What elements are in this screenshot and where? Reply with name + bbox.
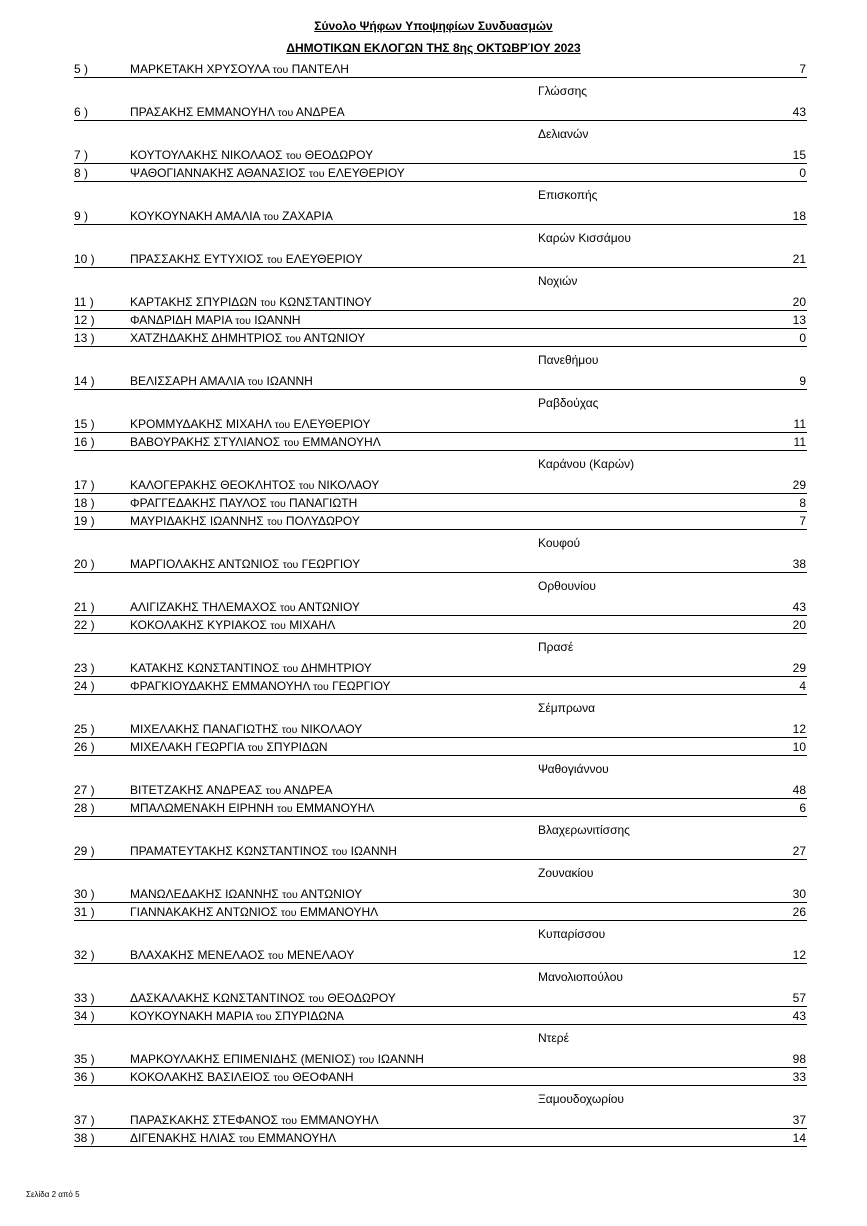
father-name: ΙΩΑΝΝΗ — [350, 844, 397, 858]
candidate-row — [74, 146, 807, 164]
patronymic-connector: του — [285, 150, 302, 162]
vote-count: 29 — [792, 478, 806, 492]
candidate-name — [130, 313, 301, 327]
vote-count: 33 — [792, 1070, 806, 1084]
candidate-row — [74, 329, 807, 347]
candidate-row — [74, 1111, 807, 1129]
candidate-row — [74, 311, 807, 329]
vote-count: 7 — [799, 62, 806, 76]
vote-count: 43 — [792, 600, 806, 614]
candidate-name — [130, 722, 362, 736]
vote-count: 57 — [792, 991, 806, 1005]
candidate-row — [74, 677, 807, 695]
vote-count: 48 — [792, 783, 806, 797]
candidate-number: 28 ) — [74, 801, 95, 815]
vote-count: 37 — [792, 1113, 806, 1127]
candidate-name — [130, 801, 374, 815]
village-heading: Κουφού — [538, 536, 581, 550]
candidate-number: 33 ) — [74, 991, 95, 1005]
patronymic-connector: του — [270, 498, 286, 510]
candidate-name — [130, 661, 372, 675]
vote-count: 12 — [792, 722, 806, 736]
father-name: ΙΩΑΝΝΗ — [377, 1052, 424, 1066]
candidate-row — [74, 946, 807, 964]
candidate-surname-given-name: ΠΡΑΜΑΤΕΥΤΑΚΗΣ ΚΩΝΣΤΑΝΤΙΝΟΣ — [130, 844, 329, 858]
patronymic-connector: του — [268, 950, 284, 962]
patronymic-connector: του — [266, 516, 283, 528]
candidate-name — [130, 514, 360, 528]
candidate-name — [130, 374, 313, 388]
candidate-name — [130, 1131, 336, 1145]
vote-count: 27 — [792, 844, 806, 858]
candidate-row — [74, 60, 807, 78]
candidate-row — [74, 512, 807, 530]
candidate-name — [130, 331, 365, 345]
vote-count: 0 — [799, 166, 806, 180]
candidate-row — [74, 1050, 807, 1068]
vote-count: 4 — [799, 679, 806, 693]
candidate-row — [74, 1068, 807, 1086]
father-name: ΝΙΚΟΛΑΟΥ — [317, 478, 380, 492]
village-heading: Μανολιοπούλου — [538, 970, 623, 984]
candidate-name — [130, 557, 360, 571]
father-name: ΜΕΝΕΛΑΟΥ — [286, 948, 355, 962]
candidate-name — [130, 148, 373, 162]
candidate-name — [130, 295, 372, 309]
father-name: ΓΕΩΡΓΙΟΥ — [301, 557, 361, 571]
father-name: ΚΩΝΣΤΑΝΤΙΝΟΥ — [279, 295, 372, 309]
vote-count: 38 — [792, 557, 806, 571]
candidate-surname-given-name: ΚΟΚΟΛΑΚΗΣ ΚΥΡΙΑΚΟΣ — [130, 618, 267, 632]
patronymic-connector: του — [283, 437, 300, 449]
candidate-number: 14 ) — [74, 374, 95, 388]
father-name: ΙΩΑΝΝΗ — [254, 313, 301, 327]
candidate-name — [130, 105, 345, 119]
village-heading: Κυπαρίσσου — [538, 927, 606, 941]
candidate-number: 5 ) — [74, 62, 89, 76]
vote-count: 0 — [799, 331, 806, 345]
village-heading: Ξαμουδοχωρίου — [538, 1092, 624, 1106]
village-heading: Ψαθογιάννου — [538, 762, 609, 776]
candidate-row — [74, 1007, 807, 1025]
vote-count: 98 — [792, 1052, 806, 1066]
candidate-row — [74, 372, 807, 390]
father-name: ΠΟΛΥΔΩΡΟΥ — [285, 514, 360, 528]
candidate-surname-given-name: ΠΡΑΣΑΚΗΣ ΕΜΜΑΝΟΥΗΛ — [130, 105, 275, 119]
candidate-number: 10 ) — [74, 252, 95, 266]
candidate-name — [130, 905, 378, 919]
father-name: ΘΕΟΔΩΡΟΥ — [327, 991, 396, 1005]
candidate-name — [130, 600, 360, 614]
candidate-number: 29 ) — [74, 844, 95, 858]
candidate-row — [74, 103, 807, 121]
village-heading: Δελιανών — [538, 127, 589, 141]
vote-count: 29 — [792, 661, 806, 675]
candidate-name — [130, 417, 371, 431]
candidate-row — [74, 433, 807, 451]
candidate-surname-given-name: ΨΑΘΟΓΙΑΝΝΑΚΗΣ ΑΘΑΝΑΣΙΟΣ — [130, 166, 306, 180]
candidate-surname-given-name: ΜΙΧΕΛΑΚΗ ΓΕΩΡΓΙΑ — [130, 740, 245, 754]
patronymic-connector: του — [281, 724, 298, 736]
father-name: ΓΕΩΡΓΙΟΥ — [332, 679, 391, 693]
village-heading: Ντερέ — [538, 1031, 569, 1045]
candidate-surname-given-name: ΒΕΛΙΣΣΑΡΗ ΑΜΑΛΙΑ — [130, 374, 245, 388]
vote-count: 9 — [799, 374, 806, 388]
village-heading: Ορθουνίου — [538, 579, 596, 593]
candidate-row — [74, 781, 807, 799]
patronymic-connector: του — [277, 803, 293, 815]
candidate-name — [130, 252, 363, 266]
village-heading: Καράνου (Καρών) — [538, 457, 635, 471]
patronymic-connector: του — [285, 333, 301, 345]
candidate-surname-given-name: ΦΑΝΔΡΙΔΗ ΜΑΡΙΑ — [130, 313, 232, 327]
village-heading: Πρασέ — [538, 640, 574, 654]
candidate-surname-given-name: ΒΙΤΕΤΖΑΚΗΣ ΑΝΔΡΕΑΣ — [130, 783, 263, 797]
candidate-name — [130, 478, 379, 492]
candidate-surname-given-name: ΒΛΑΧΑΚΗΣ ΜΕΝΕΛΑΟΣ — [130, 948, 265, 962]
vote-count: 13 — [792, 313, 806, 327]
patronymic-connector: του — [280, 907, 297, 919]
candidate-row — [74, 207, 807, 225]
candidate-row — [74, 494, 807, 512]
patronymic-connector: του — [281, 1115, 297, 1127]
vote-count: 10 — [792, 740, 806, 754]
candidate-name — [130, 1009, 344, 1023]
candidate-number: 22 ) — [74, 618, 95, 632]
candidate-surname-given-name: ΜΑΥΡΙΔΑΚΗΣ ΙΩΑΝΝΗΣ — [130, 514, 264, 528]
father-name: ΑΝΤΩΝΙΟΥ — [298, 600, 360, 614]
vote-count: 21 — [792, 252, 806, 266]
candidate-row — [74, 738, 807, 756]
candidate-number: 27 ) — [74, 783, 95, 797]
candidate-number: 18 ) — [74, 496, 95, 510]
patronymic-connector: του — [331, 846, 348, 858]
candidate-row — [74, 659, 807, 677]
patronymic-connector: του — [298, 480, 315, 492]
patronymic-connector: του — [270, 620, 286, 632]
candidate-name — [130, 679, 391, 693]
vote-count: 43 — [792, 105, 806, 119]
candidate-surname-given-name: ΑΛΙΓΙΖΑΚΗΣ ΤΗΛΕΜΑΧΟΣ — [130, 600, 277, 614]
candidate-row — [74, 250, 807, 268]
document-subtitle: ΔΗΜΟΤΙΚΩΝ ΕΚΛΟΓΩΝ ΤΗΣ 8ης ΟΚΤΩΒΡΊΟΥ 2023 — [286, 41, 581, 55]
father-name: ΕΜΜΑΝΟΥΗΛ — [302, 435, 381, 449]
father-name: ΜΙΧΑΗΛ — [289, 618, 336, 632]
candidate-number: 13 ) — [74, 331, 95, 345]
candidate-number: 26 ) — [74, 740, 95, 754]
vote-count: 14 — [792, 1131, 806, 1145]
patronymic-connector: του — [313, 681, 329, 693]
candidate-number: 11 ) — [74, 295, 94, 309]
vote-count: 15 — [792, 148, 806, 162]
candidate-name — [130, 740, 328, 754]
father-name: ΕΜΜΑΝΟΥΗΛ — [295, 801, 375, 815]
candidate-number: 35 ) — [74, 1052, 95, 1066]
patronymic-connector: του — [255, 1011, 272, 1023]
candidate-name — [130, 991, 396, 1005]
candidate-number: 17 ) — [74, 478, 95, 492]
vote-count: 20 — [792, 295, 806, 309]
candidate-number: 25 ) — [74, 722, 95, 736]
candidate-number: 37 ) — [74, 1113, 95, 1127]
candidate-name — [130, 618, 335, 632]
candidate-surname-given-name: ΚΑΡΤΑΚΗΣ ΣΠΥΡΙΔΩΝ — [130, 295, 257, 309]
candidate-name — [130, 62, 349, 76]
vote-count: 26 — [792, 905, 806, 919]
candidate-row — [74, 989, 807, 1007]
father-name: ΔΗΜΗΤΡΙΟΥ — [300, 661, 372, 675]
village-heading: Πανεθήμου — [538, 353, 599, 367]
vote-count: 12 — [792, 948, 806, 962]
vote-count: 11 — [793, 435, 806, 449]
candidate-name — [130, 166, 405, 180]
candidate-number: 31 ) — [74, 905, 95, 919]
patronymic-connector: του — [282, 889, 298, 901]
father-name: ΕΜΜΑΝΟΥΗΛ — [300, 1113, 379, 1127]
vote-count: 8 — [799, 496, 806, 510]
candidate-number: 23 ) — [74, 661, 95, 675]
candidate-number: 36 ) — [74, 1070, 95, 1084]
candidate-row — [74, 885, 807, 903]
father-name: ΑΝΤΩΝΙΟΥ — [303, 331, 366, 345]
father-name: ΖΑΧΑΡΙΑ — [282, 209, 333, 223]
father-name: ΘΕΟΔΩΡΟΥ — [304, 148, 374, 162]
candidate-number: 34 ) — [74, 1009, 95, 1023]
candidate-surname-given-name: ΧΑΤΖΗΔΑΚΗΣ ΔΗΜΗΤΡΙΟΣ — [130, 331, 282, 345]
vote-count: 43 — [792, 1009, 806, 1023]
candidate-name — [130, 948, 354, 962]
candidate-name — [130, 844, 397, 858]
village-heading: Γλώσσης — [538, 84, 588, 98]
candidate-surname-given-name: ΜΑΝΩΛΕΔΑΚΗΣ ΙΩΑΝΝΗΣ — [130, 887, 279, 901]
patronymic-connector: του — [308, 168, 325, 180]
candidate-surname-given-name: ΜΑΡΚΕΤΑΚΗ ΧΡΥΣΟΥΛΑ — [130, 62, 270, 76]
candidate-row — [74, 415, 807, 433]
candidate-surname-given-name: ΚΑΤΑΚΗΣ ΚΩΝΣΤΑΝΤΙΝΟΣ — [130, 661, 280, 675]
candidate-row — [74, 293, 807, 311]
candidate-name — [130, 887, 362, 901]
father-name: ΠΑΝΤΕΛΗ — [291, 62, 349, 76]
patronymic-connector: του — [282, 559, 299, 571]
father-name: ΕΛΕΥΘΕΡΙΟΥ — [327, 166, 405, 180]
patronymic-connector: του — [308, 993, 325, 1005]
candidate-row — [74, 598, 807, 616]
candidate-row — [74, 799, 807, 817]
father-name: ΕΜΜΑΝΟΥΗΛ — [257, 1131, 337, 1145]
candidate-number: 15 ) — [74, 417, 95, 431]
vote-count: 6 — [799, 801, 806, 815]
candidate-surname-given-name: ΜΙΧΕΛΑΚΗΣ ΠΑΝΑΓΙΩΤΗΣ — [130, 722, 279, 736]
vote-count: 11 — [793, 417, 806, 431]
candidate-row — [74, 616, 807, 634]
village-heading: Νοχιών — [538, 274, 578, 288]
candidate-name — [130, 496, 357, 510]
village-heading: Καρών Κισσάμου — [538, 231, 631, 245]
father-name: ΝΙΚΟΛΑΟΥ — [300, 722, 363, 736]
patronymic-connector: του — [279, 602, 296, 614]
patronymic-connector: του — [235, 315, 251, 327]
village-heading: Επισκοπής — [538, 188, 598, 202]
candidate-surname-given-name: ΜΑΡΚΟΥΛΑΚΗΣ ΕΠΙΜΕΝΙΔΗΣ (ΜΕΝΙΟΣ) — [130, 1052, 356, 1066]
candidate-number: 12 ) — [74, 313, 95, 327]
patronymic-connector: του — [263, 211, 279, 223]
father-name: ΣΠΥΡΙΔΩΝΑ — [274, 1009, 344, 1023]
candidate-surname-given-name: ΦΡΑΓΓΕΔΑΚΗΣ ΠΑΥΛΟΣ — [130, 496, 267, 510]
candidate-surname-given-name: ΚΑΛΟΓΕΡΑΚΗΣ ΘΕΟΚΛΗΤΟΣ — [130, 478, 296, 492]
candidate-row — [74, 903, 807, 921]
father-name: ΕΛΕΥΘΕΡΙΟΥ — [285, 252, 363, 266]
candidate-surname-given-name: ΚΟΥΚΟΥΝΑΚΗ ΜΑΡΙΑ — [130, 1009, 253, 1023]
candidate-surname-given-name: ΜΠΑΛΩΜΕΝΑΚΗ ΕΙΡΗΝΗ — [130, 801, 274, 815]
candidate-name — [130, 209, 333, 223]
candidate-row — [74, 842, 807, 860]
candidate-row — [74, 720, 807, 738]
father-name: ΕΜΜΑΝΟΥΗΛ — [299, 905, 379, 919]
patronymic-connector: του — [238, 1133, 255, 1145]
candidate-number: 19 ) — [74, 514, 95, 528]
patronymic-connector: του — [272, 64, 289, 76]
father-name: ΑΝΔΡΕΑ — [295, 105, 345, 119]
candidate-name — [130, 783, 333, 797]
candidate-row — [74, 1129, 807, 1147]
candidate-name — [130, 1052, 424, 1066]
candidate-row — [74, 164, 807, 182]
document-title: Σύνολο Ψήφων Υποψηφίων Συνδυασμών — [314, 19, 553, 33]
candidate-surname-given-name: ΠΡΑΣΣΑΚΗΣ ΕΥΤΥΧΙΟΣ — [130, 252, 264, 266]
vote-count: 20 — [792, 618, 806, 632]
candidate-surname-given-name: ΚΟΚΟΛΑΚΗΣ ΒΑΣΙΛΕΙΟΣ — [130, 1070, 271, 1084]
candidate-surname-given-name: ΔΑΣΚΑΛΑΚΗΣ ΚΩΝΣΤΑΝΤΙΝΟΣ — [130, 991, 306, 1005]
vote-count: 18 — [792, 209, 806, 223]
patronymic-connector: του — [260, 297, 276, 309]
page-number: Σελίδα 2 από 5 — [26, 1190, 80, 1199]
candidate-name — [130, 435, 381, 449]
candidate-surname-given-name: ΚΟΥΤΟΥΛΑΚΗΣ ΝΙΚΟΛΑΟΣ — [130, 148, 283, 162]
candidate-number: 16 ) — [74, 435, 95, 449]
candidate-number: 8 ) — [74, 166, 89, 180]
village-heading: Σέμπρωνα — [538, 701, 596, 715]
candidate-number: 21 ) — [74, 600, 95, 614]
father-name: ΑΝΤΩΝΙΟΥ — [300, 887, 363, 901]
village-heading: Ζουνακίου — [538, 866, 594, 880]
candidate-number: 30 ) — [74, 887, 95, 901]
patronymic-connector: του — [266, 254, 283, 266]
patronymic-connector: του — [273, 1072, 289, 1084]
candidate-surname-given-name: ΠΑΡΑΣΚΑΚΗΣ ΣΤΕΦΑΝΟΣ — [130, 1113, 279, 1127]
father-name: ΙΩΑΝΝΗ — [266, 374, 313, 388]
candidate-row — [74, 555, 807, 573]
candidate-number: 32 ) — [74, 948, 95, 962]
father-name: ΕΛΕΥΘΕΡΙΟΥ — [293, 417, 371, 431]
candidate-surname-given-name: ΔΙΓΕΝΑΚΗΣ ΗΛΙΑΣ — [130, 1131, 236, 1145]
patronymic-connector: του — [277, 107, 294, 119]
patronymic-connector: του — [358, 1054, 375, 1066]
vote-count: 30 — [792, 887, 806, 901]
patronymic-connector: του — [247, 742, 264, 754]
candidate-surname-given-name: ΒΑΒΟΥΡΑΚΗΣ ΣΤΥΛΙΑΝΟΣ — [130, 435, 281, 449]
village-heading: Βλαχερωνιτίσσης — [538, 823, 630, 837]
candidate-number: 6 ) — [74, 105, 89, 119]
candidate-number: 20 ) — [74, 557, 95, 571]
candidate-surname-given-name: ΜΑΡΓΙΟΛΑΚΗΣ ΑΝΤΩΝΙΟΣ — [130, 557, 280, 571]
vote-count: 7 — [799, 514, 806, 528]
candidate-surname-given-name: ΚΟΥΚΟΥΝΑΚΗ ΑΜΑΛΙΑ — [130, 209, 260, 223]
patronymic-connector: του — [274, 419, 291, 431]
village-heading: Ραβδούχας — [538, 396, 599, 410]
candidate-number: 24 ) — [74, 679, 95, 693]
patronymic-connector: του — [282, 663, 299, 675]
patronymic-connector: του — [247, 376, 264, 388]
father-name: ΠΑΝΑΓΙΩΤΗ — [289, 496, 358, 510]
candidate-number: 38 ) — [74, 1131, 95, 1145]
patronymic-connector: του — [265, 785, 282, 797]
candidate-name — [130, 1113, 379, 1127]
candidate-surname-given-name: ΚΡΟΜΜΥΔΑΚΗΣ ΜΙΧΑΗΛ — [130, 417, 272, 431]
candidate-surname-given-name: ΦΡΑΓΚΙΟΥΔΑΚΗΣ ΕΜΜΑΝΟΥΗΛ — [130, 679, 310, 693]
father-name: ΘΕΟΦΑΝΗ — [292, 1070, 354, 1084]
candidate-row — [74, 476, 807, 494]
father-name: ΣΠΥΡΙΔΩΝ — [266, 740, 328, 754]
candidate-number: 7 ) — [74, 148, 89, 162]
candidate-name — [130, 1070, 354, 1084]
father-name: ΑΝΔΡΕΑ — [283, 783, 333, 797]
candidate-surname-given-name: ΓΙΑΝΝΑΚΑΚΗΣ ΑΝΤΩΝΙΟΣ — [130, 905, 278, 919]
candidate-number: 9 ) — [74, 209, 89, 223]
